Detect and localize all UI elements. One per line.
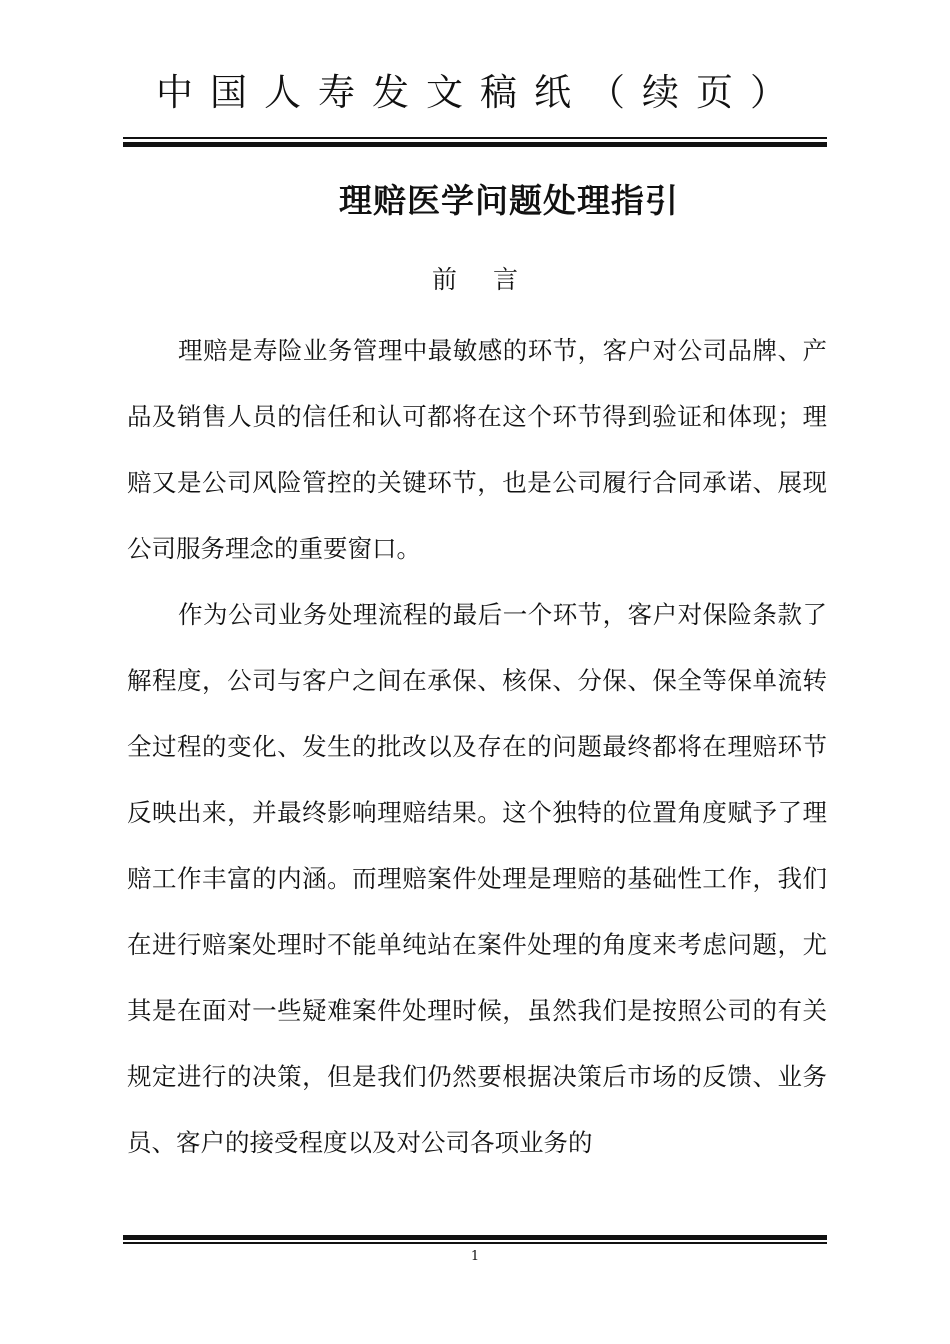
- section-heading-part2: 言: [493, 265, 519, 294]
- body-text: [127, 318, 827, 1176]
- page-number: 1: [470, 1249, 480, 1264]
- footer-rule-thick: [123, 1235, 827, 1240]
- header-rule-thick: [123, 142, 827, 147]
- section-heading: [0, 258, 950, 302]
- section-heading-part1: 前: [431, 265, 457, 294]
- paragraph-2: 作为公司业务处理流程的最后一个环节，客户对保险条款了解程度，公司与客户之间在承保、核保、分保、保全等保单流转全过程的变化、发生的批改以及存在的问题最终都将在理赔环节反映出来，并最终影响理赔结果。这个独特的位置角度赋予了理赔工作丰富的内涵。而理赔案件处理是理赔的基础性工作，我们在进行赔案处理时不能单纯站在案件处理的角度来考虑问题，尤其是在面对一些疑难案件处理时候，虽然我们是按照公司的有关规定进行的决策，但是我们仍然要根据决策后市场的反馈、业务员、客户的接受程度以及对公司各项业务的: [127, 600, 827, 1157]
- paragraph-1: 理赔是寿险业务管理中最敏感的环节，客户对公司品牌、产品及销售人员的信任和认可都将在这个环节得到验证和体现；理赔又是公司风险管控的关键环节，也是公司履行合同承诺、展现公司服务理念的重要窗口。: [127, 336, 827, 563]
- document-title: 理赔医学问题处理指引: [339, 181, 679, 220]
- letterhead-title: 中国人寿发文稿纸（续页）: [156, 71, 804, 114]
- header-rule-thin: [123, 137, 827, 139]
- footer-rule-thin: [123, 1242, 827, 1244]
